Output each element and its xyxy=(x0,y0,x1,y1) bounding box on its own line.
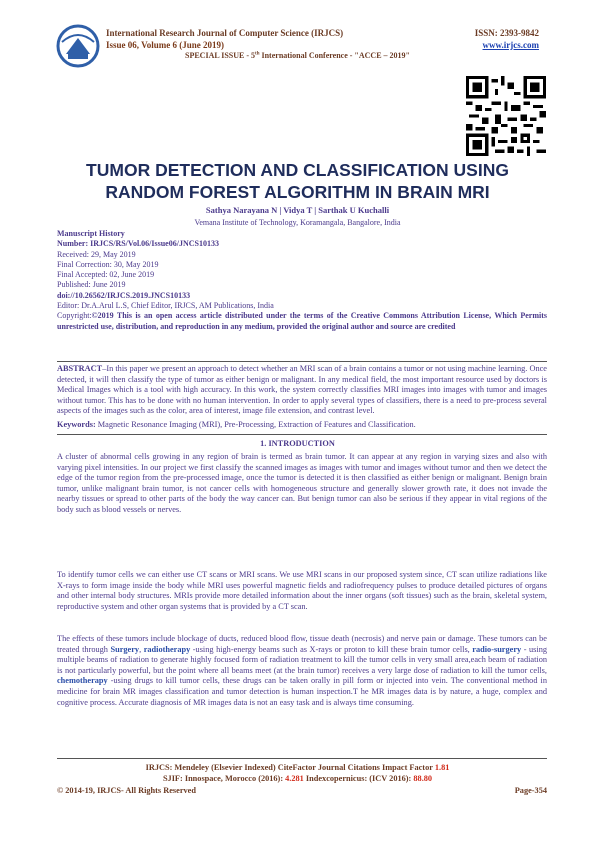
term-chemotherapy: chemotherapy xyxy=(57,676,108,686)
abstract: ABSTRACT–In this paper we present an approach to detect whether an MRI scan of a brain contains a tumor or not using machine learning. Once detected, it will then classify the type of tumor as either benign or malignant. In any medical field, the most important resource used by doctors is Medical Images which is a tool with high accuracy. In this work, the system correctly classifies MRI images into images with tumor and images without tumor. This has to be done with no human intervention. In order to apply several types of classifiers, there is a need to pre-process several aspects of the images such as the color, area of interest, image file extension, and contrast level. xyxy=(57,364,547,416)
journal-name: International Research Journal of Computer Science (IRJCS) xyxy=(106,28,344,38)
footer-index: SJIF: Innospace, Morocco (2016): 4.281 Indexcopernicus: (ICV 2016): 88.80 xyxy=(162,774,433,783)
authors: Sathya Narayana N | Vidya T | Sarthak U Kuchalli xyxy=(205,205,390,215)
paper-title: TUMOR DETECTION AND CLASSIFICATION USING RANDOM FOREST ALGORITHM IN BRAIN MRI xyxy=(86,160,509,202)
history-heading: Manuscript History xyxy=(57,229,125,238)
term-radiosurgery: radio-surgery xyxy=(472,644,522,654)
keywords: Keywords: Magnetic Resonance Imaging (MRI), Pre-Processing, Extraction of Features and Classification. xyxy=(57,420,416,429)
qr-code-icon xyxy=(466,76,546,156)
journal-logo xyxy=(56,24,100,68)
journal-url[interactable]: www.irjcs.com xyxy=(482,39,539,50)
manuscript-history xyxy=(57,229,547,332)
history-published: Published: June 2019 xyxy=(57,280,126,290)
footer-bottom xyxy=(57,786,547,795)
history-number: Number: IRJCS/RS/Vol.06/Issue06/JNCS10133 xyxy=(57,239,219,249)
footer-impact: IRJCS: Mendeley (Elsevier Indexed) CiteFactor Journal Citations Impact Factor 1.81 xyxy=(145,763,450,772)
journal-header xyxy=(106,28,343,51)
paragraph: The effects of these tumors include blockage of ducts, reduced blood flow, tissue death (necrosis) and nerve pain or damage. These tumors can be treated through Surgery, radiotherapy -using high-energy beams such as X-rays or proton to kill these brain tumor cells, radio-surgery - using multiple beams of radiation to generate highly focused form of radiation treatment to kill the tumor cells in very small area,each beam of radiation is not particularly powerful, but the point where all beams meet (at the brain tumor) receives a very large dose of radiation to kill the tumor cells, chemotherapy -using drugs to kill tumor cells, these drugs can be taken orally in pill form or injected into vein. The conventional method in medicine for brain MR images classification and tumor detection is human inspection.T he MR images data is by nature, a huge, complex and cognitive process. Accurate diagnosis of MR images data is not an easy task and is always time consuming. xyxy=(57,634,547,707)
section-heading: 1. INTRODUCTION xyxy=(260,439,335,448)
copyright: Copyright:©2019 This is an open access article distributed under the terms of the Creative Commons Attribution License, Which Permits unrestricted use, distribution, and reproduction in any medium, provided the original author and source are credited xyxy=(57,311,547,331)
issn: ISSN: 2393-9842 xyxy=(474,28,539,38)
paragraph: To identify tumor cells we can either use CT scans or MRI scans. We use MRI scans in our proposed system since, CT scan utilize radiations like X-rays to form image inside the body while MRI uses powerful magnetic fields and radiofrequency pulses to produce detailed pictures of organs and other internal body structures. MRIs provide more detailed information about the inner organs (soft tissues) such as the brain, skeletal system, reproductive system and other organ systems that is provided by a CT scan. xyxy=(57,570,547,611)
page-number: Page-354 xyxy=(514,786,547,795)
journal-meta xyxy=(475,28,539,51)
divider xyxy=(57,361,547,362)
history-final-correction: Final Correction: 30, May 2019 xyxy=(57,259,159,269)
paragraph: A cluster of abnormal cells growing in any region of brain is termed as brain tumor. It can appear at any region in varying sizes and also with varying pixel intensities. In our project we first classify the scanned images as images with tumor and images without tumor and then we detect the edge of the tumor region from the pre-processed image, once the tumor is detected it is then classified as either benign or malignant. Benign brain tumor, unlike malignant brain tumor, is not cancer cells with homogeneous structure and generally slower growth rate, it does not invade the nearby tissues or spread to other parts of the body the way cancer can. But benign tumor can also be serious if they appear in vital regions of the body such as blood vessels or nerves. xyxy=(57,452,547,514)
term-surgery: Surgery xyxy=(110,644,140,654)
history-editor: Editor: Dr.A.Arul L.S, Chief Editor, IRJCS, AM Publications, India xyxy=(57,301,274,311)
history-doi[interactable]: doi://10.26562/IRJCS.2019.JNCS10133 xyxy=(57,290,191,300)
institution: Vemana Institute of Technology, Koramangala, Bangalore, India xyxy=(194,218,401,227)
special-issue: SPECIAL ISSUE - 5th International Conference - "ACCE – 2019" xyxy=(185,51,410,60)
divider xyxy=(57,434,547,435)
journal-issue: Issue 06, Volume 6 (June 2019) xyxy=(106,39,225,50)
footer-divider xyxy=(57,758,547,759)
copyright-footer: © 2014-19, IRJCS- All Rights Reserved xyxy=(57,786,196,795)
history-received: Received: 29, May 2019 xyxy=(57,249,136,259)
term-radiotherapy: radiotherapy xyxy=(143,644,191,654)
history-final-accepted: Final Accepted: 02, June 2019 xyxy=(57,270,155,280)
